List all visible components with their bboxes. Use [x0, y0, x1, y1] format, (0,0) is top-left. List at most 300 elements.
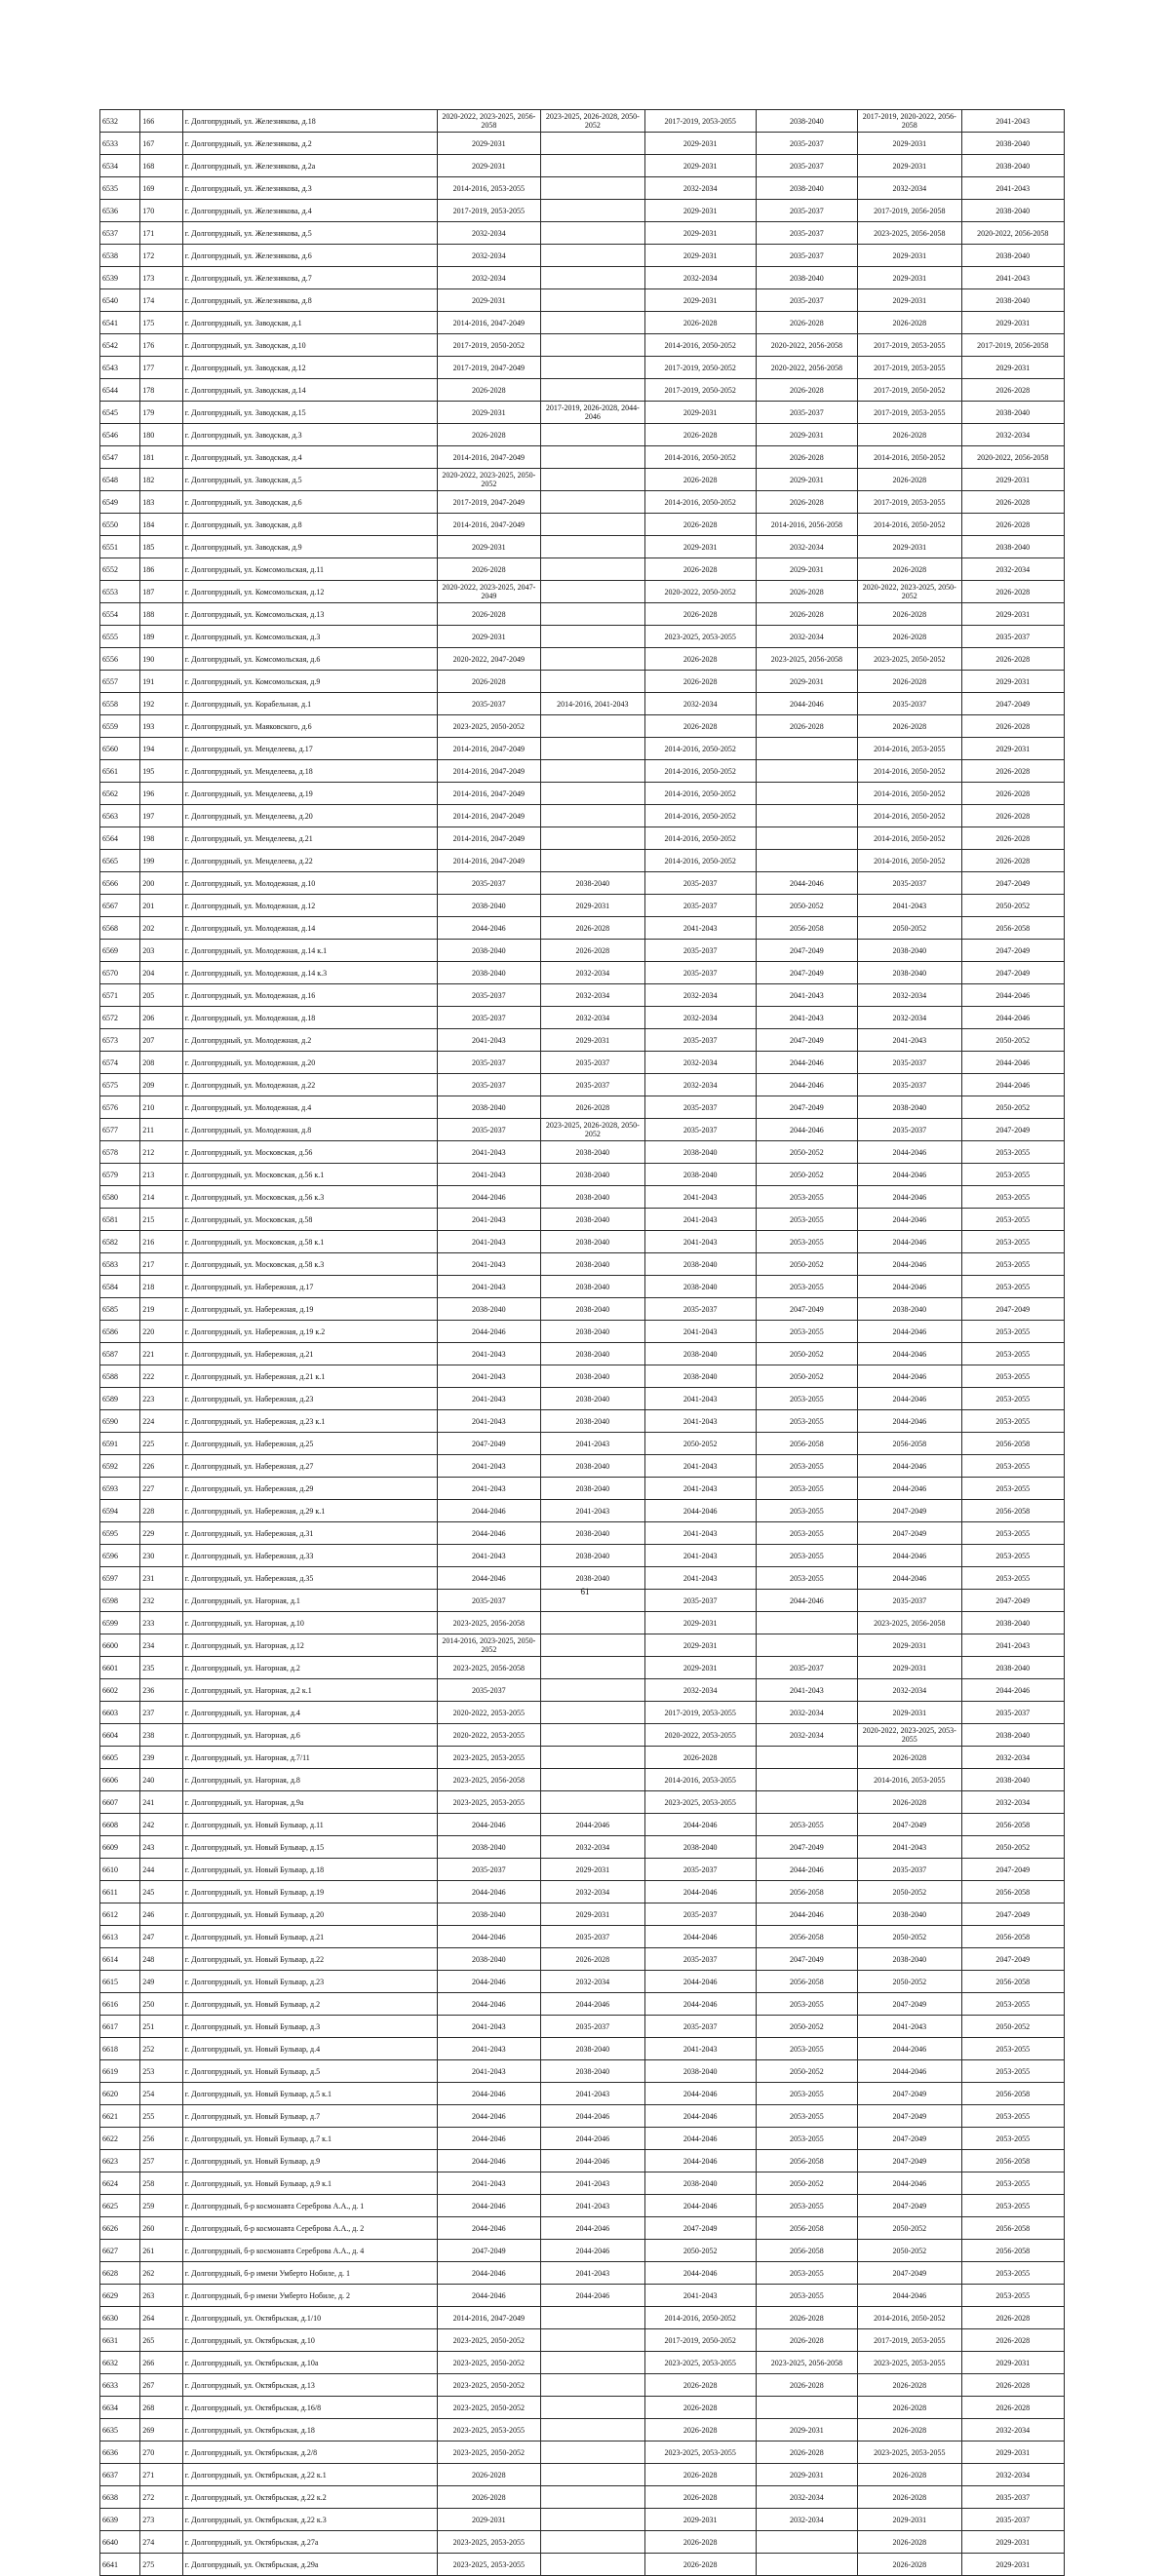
- period-cell-4: 2050-2052: [756, 2016, 857, 2038]
- row-number-cell: 173: [140, 267, 182, 289]
- period-cell-4: 2026-2028: [756, 2374, 857, 2397]
- period-cell-6: 2050-2052: [961, 895, 1064, 917]
- period-cell-1: 2026-2028: [437, 424, 541, 446]
- record-id-cell: 6604: [100, 1724, 140, 1747]
- period-cell-4: 2038-2040: [756, 177, 857, 200]
- period-cell-1: 2035-2037: [437, 1679, 541, 1702]
- row-number-cell: 199: [140, 850, 182, 872]
- table-row: [100, 895, 1065, 917]
- period-cell-2: 2023-2025, 2026-2028, 2050-2052: [541, 1119, 645, 1141]
- table-row: [100, 1209, 1065, 1231]
- period-cell-2: [541, 245, 645, 267]
- address-cell: г. Долгопрудный, ул. Заводская, д.10: [182, 334, 437, 357]
- period-cell-1: 2047-2049: [437, 1433, 541, 1455]
- period-cell-6: 2026-2028: [961, 514, 1064, 536]
- period-cell-6: 2053-2055: [961, 1545, 1064, 1567]
- address-cell: г. Долгопрудный, ул. Менделеева, д.17: [182, 738, 437, 760]
- period-cell-3: 2026-2028: [644, 2397, 756, 2419]
- period-cell-5: 2026-2028: [858, 469, 962, 491]
- table-row: [100, 245, 1065, 267]
- table-row: [100, 2374, 1065, 2397]
- period-cell-4: 2053-2055: [756, 1500, 857, 1522]
- address-cell: г. Долгопрудный, ул. Железнякова, д.5: [182, 222, 437, 245]
- record-id-cell: 6614: [100, 1948, 140, 1971]
- period-cell-5: 2014-2016, 2053-2055: [858, 738, 962, 760]
- record-id-cell: 6558: [100, 693, 140, 715]
- period-cell-6: 2053-2055: [961, 1365, 1064, 1388]
- row-number-cell: 248: [140, 1948, 182, 1971]
- period-cell-4: 2029-2031: [756, 671, 857, 693]
- period-cell-2: 2038-2040: [541, 1231, 645, 1253]
- period-cell-1: 2041-2043: [437, 2038, 541, 2060]
- period-cell-3: 2026-2028: [644, 2464, 756, 2486]
- period-cell-3: 2017-2019, 2053-2055: [644, 1702, 756, 1724]
- period-cell-2: 2038-2040: [541, 1298, 645, 1321]
- table-row: [100, 2240, 1065, 2262]
- address-cell: г. Долгопрудный, ул. Московская, д.58 к.3: [182, 1253, 437, 1276]
- record-id-cell: 6624: [100, 2172, 140, 2195]
- period-cell-1: 2044-2046: [437, 1321, 541, 1343]
- row-number-cell: 269: [140, 2419, 182, 2441]
- record-id-cell: 6621: [100, 2105, 140, 2128]
- address-cell: г. Долгопрудный, б-р космонавта Сереброва А.А., д. 4: [182, 2240, 437, 2262]
- period-cell-6: 2038-2040: [961, 402, 1064, 424]
- table-row: [100, 110, 1065, 133]
- period-cell-6: 2056-2058: [961, 2150, 1064, 2172]
- period-cell-6: 2044-2046: [961, 1052, 1064, 1074]
- period-cell-1: 2029-2031: [437, 402, 541, 424]
- period-cell-1: 2029-2031: [437, 2509, 541, 2531]
- period-cell-6: 2053-2055: [961, 2285, 1064, 2307]
- period-cell-3: 2029-2031: [644, 133, 756, 155]
- period-cell-1: 2020-2022, 2023-2025, 2050-2052: [437, 469, 541, 491]
- table-row: [100, 1253, 1065, 1276]
- period-cell-1: 2044-2046: [437, 2285, 541, 2307]
- record-id-cell: 6543: [100, 357, 140, 379]
- row-number-cell: 274: [140, 2531, 182, 2554]
- address-cell: г. Долгопрудный, б-р космонавта Сереброва А.А., д. 1: [182, 2195, 437, 2217]
- record-id-cell: 6585: [100, 1298, 140, 1321]
- period-cell-5: 2047-2049: [858, 1500, 962, 1522]
- period-cell-2: 2038-2040: [541, 1522, 645, 1545]
- period-cell-5: 2035-2037: [858, 1119, 962, 1141]
- table-row: [100, 984, 1065, 1007]
- period-cell-1: 2035-2037: [437, 1052, 541, 1074]
- period-cell-4: 2026-2028: [756, 2441, 857, 2464]
- table-row: [100, 1410, 1065, 1433]
- period-cell-6: 2041-2043: [961, 1634, 1064, 1657]
- record-id-cell: 6599: [100, 1612, 140, 1634]
- period-cell-5: 2041-2043: [858, 2016, 962, 2038]
- period-cell-5: 2050-2052: [858, 1971, 962, 1993]
- row-number-cell: 229: [140, 1522, 182, 1545]
- table-row: [100, 693, 1065, 715]
- period-cell-2: [541, 850, 645, 872]
- period-cell-2: [541, 536, 645, 558]
- record-id-cell: 6579: [100, 1164, 140, 1186]
- table-row: [100, 2150, 1065, 2172]
- row-number-cell: 214: [140, 1186, 182, 1209]
- period-cell-6: 2053-2055: [961, 2262, 1064, 2285]
- period-cell-3: 2014-2016, 2050-2052: [644, 2307, 756, 2329]
- row-number-cell: 210: [140, 1096, 182, 1119]
- period-cell-1: 2014-2016, 2047-2049: [437, 760, 541, 783]
- record-id-cell: 6572: [100, 1007, 140, 1029]
- period-cell-5: 2026-2028: [858, 424, 962, 446]
- record-id-cell: 6591: [100, 1433, 140, 1455]
- table-row: [100, 1724, 1065, 1747]
- period-cell-5: 2014-2016, 2050-2052: [858, 446, 962, 469]
- period-cell-5: 2026-2028: [858, 1791, 962, 1814]
- period-cell-3: 2044-2046: [644, 2150, 756, 2172]
- period-cell-4: 2035-2037: [756, 200, 857, 222]
- row-number-cell: 193: [140, 715, 182, 738]
- row-number-cell: 215: [140, 1209, 182, 1231]
- period-cell-3: 2041-2043: [644, 1522, 756, 1545]
- period-cell-5: 2014-2016, 2050-2052: [858, 827, 962, 850]
- period-cell-4: 2032-2034: [756, 2486, 857, 2509]
- period-cell-5: 2026-2028: [858, 2374, 962, 2397]
- period-cell-3: 2026-2028: [644, 2419, 756, 2441]
- period-cell-5: 2044-2046: [858, 1410, 962, 1433]
- record-id-cell: 6608: [100, 1814, 140, 1836]
- address-cell: г. Долгопрудный, ул. Московская, д.56 к.3: [182, 1186, 437, 1209]
- period-cell-1: 2017-2019, 2047-2049: [437, 357, 541, 379]
- period-cell-2: [541, 581, 645, 603]
- row-number-cell: 176: [140, 334, 182, 357]
- period-cell-2: [541, 603, 645, 626]
- period-cell-2: 2038-2040: [541, 1388, 645, 1410]
- period-cell-1: 2038-2040: [437, 1298, 541, 1321]
- period-cell-2: 2038-2040: [541, 1343, 645, 1365]
- table-row: [100, 177, 1065, 200]
- record-id-cell: 6545: [100, 402, 140, 424]
- period-cell-3: 2044-2046: [644, 2195, 756, 2217]
- period-cell-2: 2026-2028: [541, 917, 645, 940]
- period-cell-2: [541, 491, 645, 514]
- period-cell-2: [541, 469, 645, 491]
- table-row: [100, 1634, 1065, 1657]
- row-number-cell: 230: [140, 1545, 182, 1567]
- record-id-cell: 6582: [100, 1231, 140, 1253]
- period-cell-4: 2056-2058: [756, 1926, 857, 1948]
- period-cell-4: 2053-2055: [756, 1478, 857, 1500]
- address-cell: г. Долгопрудный, ул. Заводская, д.5: [182, 469, 437, 491]
- period-cell-6: 2032-2034: [961, 2419, 1064, 2441]
- period-cell-5: 2014-2016, 2050-2052: [858, 783, 962, 805]
- address-cell: г. Долгопрудный, ул. Менделеева, д.20: [182, 805, 437, 827]
- row-number-cell: 259: [140, 2195, 182, 2217]
- period-cell-2: 2035-2037: [541, 1074, 645, 1096]
- record-id-cell: 6534: [100, 155, 140, 177]
- period-cell-6: 2026-2028: [961, 581, 1064, 603]
- period-cell-5: 2029-2031: [858, 536, 962, 558]
- record-id-cell: 6542: [100, 334, 140, 357]
- period-cell-5: 2044-2046: [858, 1186, 962, 1209]
- row-number-cell: 189: [140, 626, 182, 648]
- table-row: [100, 783, 1065, 805]
- address-cell: г. Долгопрудный, ул. Молодежная, д.2: [182, 1029, 437, 1052]
- table-row: [100, 2486, 1065, 2509]
- period-cell-5: 2014-2016, 2050-2052: [858, 805, 962, 827]
- period-cell-1: 2014-2016, 2053-2055: [437, 177, 541, 200]
- period-cell-3: 2038-2040: [644, 1276, 756, 1298]
- period-cell-6: 2053-2055: [961, 2060, 1064, 2083]
- period-cell-4: 2026-2028: [756, 603, 857, 626]
- row-number-cell: 218: [140, 1276, 182, 1298]
- period-cell-1: 2041-2043: [437, 1365, 541, 1388]
- period-cell-5: 2026-2028: [858, 2486, 962, 2509]
- address-cell: г. Долгопрудный, ул. Железнякова, д.4: [182, 200, 437, 222]
- period-cell-1: 2035-2037: [437, 1074, 541, 1096]
- row-number-cell: 167: [140, 133, 182, 155]
- period-cell-6: 2053-2055: [961, 1321, 1064, 1343]
- period-cell-6: 2056-2058: [961, 917, 1064, 940]
- period-cell-3: 2014-2016, 2053-2055: [644, 1769, 756, 1791]
- period-cell-6: 2056-2058: [961, 1881, 1064, 1903]
- period-cell-4: 2050-2052: [756, 895, 857, 917]
- period-cell-3: 2041-2043: [644, 1321, 756, 1343]
- period-cell-5: 2047-2049: [858, 2195, 962, 2217]
- table-row: [100, 1231, 1065, 1253]
- row-number-cell: 202: [140, 917, 182, 940]
- address-cell: г. Долгопрудный, ул. Нагорная, д.4: [182, 1702, 437, 1724]
- address-cell: г. Долгопрудный, ул. Октябрьская, д.13: [182, 2374, 437, 2397]
- period-cell-5: 2026-2028: [858, 715, 962, 738]
- table-row: [100, 1119, 1065, 1141]
- address-cell: г. Долгопрудный, ул. Набережная, д.21 к.1: [182, 1365, 437, 1388]
- record-id-cell: 6597: [100, 1567, 140, 1590]
- period-cell-3: 2017-2019, 2053-2055: [644, 110, 756, 133]
- table-row: [100, 402, 1065, 424]
- record-id-cell: 6532: [100, 110, 140, 133]
- period-cell-5: 2026-2028: [858, 558, 962, 581]
- period-cell-1: 2020-2022, 2023-2025, 2047-2049: [437, 581, 541, 603]
- table-row: [100, 558, 1065, 581]
- row-number-cell: 207: [140, 1029, 182, 1052]
- period-cell-1: 2026-2028: [437, 379, 541, 402]
- address-cell: г. Долгопрудный, ул. Железнякова, д.3: [182, 177, 437, 200]
- period-cell-5: 2026-2028: [858, 1747, 962, 1769]
- period-cell-4: 2047-2049: [756, 1298, 857, 1321]
- period-cell-1: 2014-2016, 2047-2049: [437, 446, 541, 469]
- period-cell-1: 2044-2046: [437, 1993, 541, 2016]
- table-row: [100, 1298, 1065, 1321]
- row-number-cell: 178: [140, 379, 182, 402]
- record-id-cell: 6567: [100, 895, 140, 917]
- table-row: [100, 1971, 1065, 1993]
- table-row: [100, 2464, 1065, 2486]
- period-cell-4: 2029-2031: [756, 2419, 857, 2441]
- table-row: [100, 1321, 1065, 1343]
- period-cell-5: 2041-2043: [858, 895, 962, 917]
- address-cell: г. Долгопрудный, ул. Новый Бульвар, д.9 к.1: [182, 2172, 437, 2195]
- period-cell-4: 2053-2055: [756, 1545, 857, 1567]
- period-cell-5: 2038-2040: [858, 1298, 962, 1321]
- period-cell-3: 2032-2034: [644, 1052, 756, 1074]
- period-cell-4: 2056-2058: [756, 2240, 857, 2262]
- period-cell-6: 2026-2028: [961, 379, 1064, 402]
- period-cell-3: 2029-2031: [644, 402, 756, 424]
- period-cell-4: 2035-2037: [756, 289, 857, 312]
- period-cell-1: 2044-2046: [437, 1567, 541, 1590]
- period-cell-5: 2044-2046: [858, 1231, 962, 1253]
- period-cell-6: 2017-2019, 2056-2058: [961, 334, 1064, 357]
- period-cell-2: [541, 626, 645, 648]
- record-id-cell: 6557: [100, 671, 140, 693]
- record-id-cell: 6635: [100, 2419, 140, 2441]
- period-cell-1: 2041-2043: [437, 1478, 541, 1500]
- period-cell-5: 2035-2037: [858, 1074, 962, 1096]
- period-cell-3: 2044-2046: [644, 1500, 756, 1522]
- period-cell-3: 2035-2037: [644, 895, 756, 917]
- address-cell: г. Долгопрудный, ул. Октябрьская, д.18: [182, 2419, 437, 2441]
- record-id-cell: 6566: [100, 872, 140, 895]
- row-number-cell: 169: [140, 177, 182, 200]
- period-cell-5: 2044-2046: [858, 2038, 962, 2060]
- period-cell-4: 2050-2052: [756, 2172, 857, 2195]
- period-cell-4: 2050-2052: [756, 1164, 857, 1186]
- record-id-cell: 6592: [100, 1455, 140, 1478]
- period-cell-3: 2044-2046: [644, 2083, 756, 2105]
- period-cell-1: 2023-2025, 2050-2052: [437, 715, 541, 738]
- record-id-cell: 6565: [100, 850, 140, 872]
- period-cell-2: 2044-2046: [541, 2150, 645, 2172]
- table-row: [100, 2083, 1065, 2105]
- address-cell: г. Долгопрудный, б-р имени Умберто Нобиле, д. 2: [182, 2285, 437, 2307]
- period-cell-4: 2044-2046: [756, 1590, 857, 1612]
- period-cell-4: 2050-2052: [756, 1141, 857, 1164]
- address-cell: г. Долгопрудный, ул. Комсомольская, д.3: [182, 626, 437, 648]
- address-cell: г. Долгопрудный, ул. Новый Бульвар, д.7 к.1: [182, 2128, 437, 2150]
- table-row: [100, 962, 1065, 984]
- period-cell-3: 2029-2031: [644, 245, 756, 267]
- address-cell: г. Долгопрудный, ул. Комсомольская, д.12: [182, 581, 437, 603]
- record-id-cell: 6561: [100, 760, 140, 783]
- table-row: [100, 1343, 1065, 1365]
- address-cell: г. Долгопрудный, ул. Железнякова, д.8: [182, 289, 437, 312]
- row-number-cell: 223: [140, 1388, 182, 1410]
- period-cell-4: 2047-2049: [756, 1836, 857, 1859]
- period-cell-4: 2050-2052: [756, 2060, 857, 2083]
- row-number-cell: 257: [140, 2150, 182, 2172]
- record-id-cell: 6584: [100, 1276, 140, 1298]
- period-cell-3: 2041-2043: [644, 1410, 756, 1433]
- record-id-cell: 6538: [100, 245, 140, 267]
- row-number-cell: 235: [140, 1657, 182, 1679]
- record-id-cell: 6552: [100, 558, 140, 581]
- row-number-cell: 270: [140, 2441, 182, 2464]
- page-number: 61: [580, 1587, 590, 1596]
- period-cell-4: 2029-2031: [756, 2464, 857, 2486]
- period-cell-4: 2053-2055: [756, 1231, 857, 1253]
- period-cell-5: 2041-2043: [858, 1029, 962, 1052]
- address-cell: г. Долгопрудный, ул. Молодежная, д.12: [182, 895, 437, 917]
- period-cell-3: 2041-2043: [644, 1455, 756, 1478]
- period-cell-2: [541, 1612, 645, 1634]
- row-number-cell: 244: [140, 1859, 182, 1881]
- period-cell-5: 2017-2019, 2056-2058: [858, 200, 962, 222]
- period-cell-5: 2050-2052: [858, 1926, 962, 1948]
- address-cell: г. Долгопрудный, ул. Октябрьская, д.22 к.3: [182, 2509, 437, 2531]
- period-cell-2: 2029-2031: [541, 1029, 645, 1052]
- address-cell: г. Долгопрудный, ул. Новый Бульвар, д.19: [182, 1881, 437, 1903]
- period-cell-5: 2017-2019, 2053-2055: [858, 2329, 962, 2352]
- period-cell-1: 2029-2031: [437, 155, 541, 177]
- period-cell-6: 2044-2046: [961, 1679, 1064, 1702]
- period-cell-5: 2044-2046: [858, 1365, 962, 1388]
- address-cell: г. Долгопрудный, ул. Набережная, д.35: [182, 1567, 437, 1590]
- row-number-cell: 264: [140, 2307, 182, 2329]
- record-id-cell: 6563: [100, 805, 140, 827]
- row-number-cell: 222: [140, 1365, 182, 1388]
- period-cell-6: 2053-2055: [961, 1186, 1064, 1209]
- row-number-cell: 172: [140, 245, 182, 267]
- period-cell-4: 2053-2055: [756, 1209, 857, 1231]
- row-number-cell: 171: [140, 222, 182, 245]
- period-cell-6: 2026-2028: [961, 648, 1064, 671]
- period-cell-6: 2053-2055: [961, 1410, 1064, 1433]
- period-cell-6: 2026-2028: [961, 2397, 1064, 2419]
- address-cell: г. Долгопрудный, ул. Новый Бульвар, д.5 к.1: [182, 2083, 437, 2105]
- record-id-cell: 6610: [100, 1859, 140, 1881]
- period-cell-1: 2035-2037: [437, 1007, 541, 1029]
- period-cell-1: 2023-2025, 2053-2055: [437, 2531, 541, 2554]
- row-number-cell: 255: [140, 2105, 182, 2128]
- period-cell-6: 2053-2055: [961, 1141, 1064, 1164]
- period-cell-6: 2041-2043: [961, 267, 1064, 289]
- period-cell-6: 2032-2034: [961, 1791, 1064, 1814]
- period-cell-1: 2029-2031: [437, 626, 541, 648]
- period-cell-6: 2056-2058: [961, 2217, 1064, 2240]
- record-id-cell: 6549: [100, 491, 140, 514]
- period-cell-6: 2041-2043: [961, 110, 1064, 133]
- address-cell: г. Долгопрудный, ул. Новый Бульвар, д.2: [182, 1993, 437, 2016]
- period-cell-4: 2056-2058: [756, 1433, 857, 1455]
- period-cell-1: 2041-2043: [437, 1276, 541, 1298]
- record-id-cell: 6616: [100, 1993, 140, 2016]
- period-cell-2: 2032-2034: [541, 984, 645, 1007]
- period-cell-3: 2035-2037: [644, 1119, 756, 1141]
- period-cell-4: 2053-2055: [756, 2038, 857, 2060]
- period-cell-3: 2035-2037: [644, 962, 756, 984]
- period-cell-6: 2026-2028: [961, 827, 1064, 850]
- row-number-cell: 209: [140, 1074, 182, 1096]
- table-row: [100, 289, 1065, 312]
- record-id-cell: 6590: [100, 1410, 140, 1433]
- period-cell-5: 2041-2043: [858, 1836, 962, 1859]
- table-row: [100, 1903, 1065, 1926]
- table-row: [100, 2105, 1065, 2128]
- period-cell-1: 2041-2043: [437, 1029, 541, 1052]
- record-id-cell: 6562: [100, 783, 140, 805]
- period-cell-3: 2044-2046: [644, 1971, 756, 1993]
- table-row: [100, 626, 1065, 648]
- period-cell-1: 2044-2046: [437, 2128, 541, 2150]
- period-cell-6: 2053-2055: [961, 1231, 1064, 1253]
- period-cell-5: 2020-2022, 2023-2025, 2050-2052: [858, 581, 962, 603]
- period-cell-6: 2035-2037: [961, 626, 1064, 648]
- period-cell-4: 2032-2034: [756, 626, 857, 648]
- period-cell-2: 2041-2043: [541, 2195, 645, 2217]
- row-number-cell: 243: [140, 1836, 182, 1859]
- period-cell-5: 2029-2031: [858, 2509, 962, 2531]
- table-row: [100, 357, 1065, 379]
- period-cell-6: 2050-2052: [961, 1836, 1064, 1859]
- period-cell-6: 2056-2058: [961, 1433, 1064, 1455]
- period-cell-3: 2017-2019, 2050-2052: [644, 379, 756, 402]
- period-cell-6: 2053-2055: [961, 2105, 1064, 2128]
